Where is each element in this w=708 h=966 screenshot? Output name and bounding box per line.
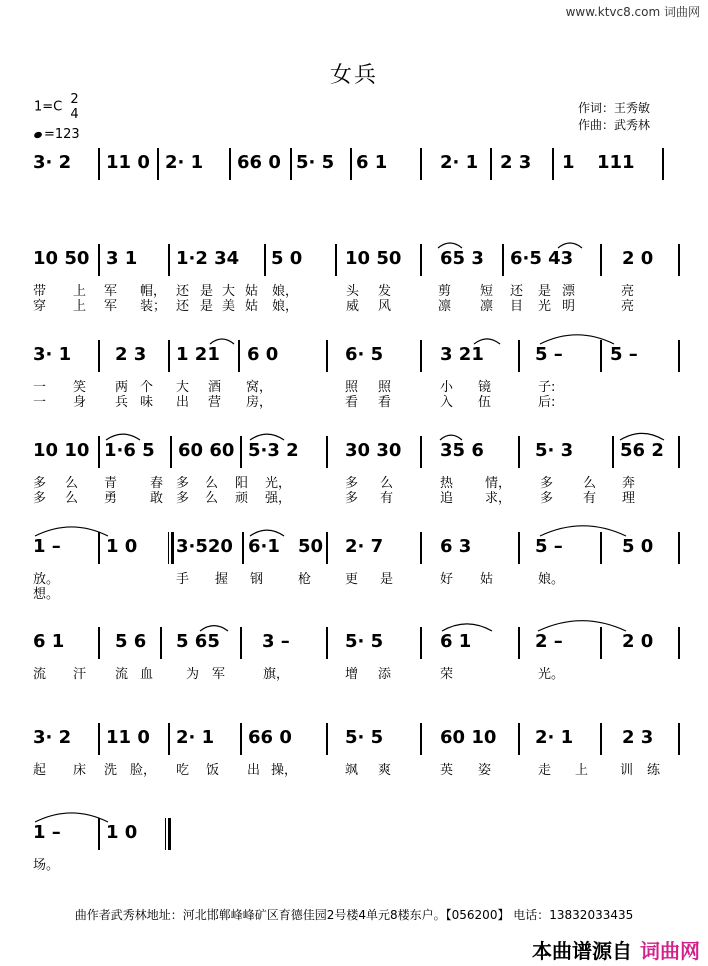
lyric-word: 后: bbox=[538, 395, 556, 410]
slur bbox=[35, 813, 108, 822]
bar-line bbox=[490, 148, 492, 180]
lyric-word: 大 bbox=[222, 284, 236, 299]
bar-line bbox=[240, 723, 242, 755]
note-group: 5 0 bbox=[271, 248, 303, 269]
lyric-word: 手 bbox=[176, 572, 190, 587]
lyric-word: 个 bbox=[140, 380, 154, 395]
slur bbox=[440, 435, 462, 440]
lyric-word: 剪 bbox=[438, 284, 452, 299]
lyric-word: 敢 bbox=[150, 491, 164, 506]
note-group: 1 – bbox=[33, 536, 61, 557]
lyric-word: 入 bbox=[440, 395, 454, 410]
slur bbox=[558, 243, 582, 248]
lyric-line-2 bbox=[0, 487, 708, 506]
lyric-word: 兵 bbox=[115, 395, 129, 410]
lyric-word: 娘， bbox=[272, 299, 299, 314]
lyric-word: 顽 bbox=[235, 491, 249, 506]
lyric-word: 还 bbox=[176, 284, 190, 299]
lyric-word: 多 bbox=[345, 491, 359, 506]
lyric-word: 洗 bbox=[104, 763, 118, 778]
lyric-word: 么 bbox=[205, 491, 219, 506]
slur-layer bbox=[0, 436, 708, 476]
note-group: 2· 1 bbox=[440, 152, 479, 173]
lyric-word: 一 bbox=[33, 395, 47, 410]
lyric-word: 出 bbox=[176, 395, 190, 410]
bar-line bbox=[98, 723, 100, 755]
lyric-word: 美 bbox=[222, 299, 236, 314]
lyric-word: 一 bbox=[33, 380, 47, 395]
lyric-word: 姑 bbox=[480, 572, 494, 587]
lyric-word: 是 bbox=[538, 284, 552, 299]
lyric-word: 光， bbox=[265, 476, 292, 491]
lyric-line-1 bbox=[0, 759, 708, 778]
bar-line bbox=[326, 723, 328, 755]
lyric-line-1 bbox=[0, 280, 708, 299]
lyric-word: 流 bbox=[33, 667, 47, 682]
key-label: 1=C bbox=[34, 99, 63, 115]
note-group: 5 – bbox=[535, 536, 563, 557]
note-group: 111 bbox=[597, 152, 635, 173]
note-group: 30 30 bbox=[345, 440, 402, 461]
lyric-word: 枪 bbox=[298, 572, 312, 587]
lyric-word: 饭 bbox=[206, 763, 220, 778]
lyric-word: 威 bbox=[346, 299, 360, 314]
lyric-line-1 bbox=[0, 568, 708, 587]
bar-line bbox=[98, 148, 100, 180]
lyric-word: 多 bbox=[345, 476, 359, 491]
note-group: 3 1 bbox=[106, 248, 138, 269]
note-line bbox=[0, 723, 708, 755]
lyric-word: 训 bbox=[620, 763, 634, 778]
lyric-word: 爽 bbox=[378, 763, 392, 778]
composer: 作曲：武秀林 bbox=[578, 118, 651, 132]
lyric-word: 还 bbox=[176, 299, 190, 314]
note-group: 56 2 bbox=[620, 440, 664, 461]
lyric-word: 头 bbox=[346, 284, 360, 299]
note-group: 1 0 bbox=[106, 536, 138, 557]
note-group: 6 0 bbox=[247, 344, 279, 365]
note-group: 3· 1 bbox=[33, 344, 72, 365]
lyric-word: 营 bbox=[208, 395, 222, 410]
lyric-word: 起 bbox=[33, 763, 47, 778]
slur-layer bbox=[0, 340, 708, 380]
note-group: 6· 5 bbox=[345, 344, 384, 365]
bar-line bbox=[518, 723, 520, 755]
note-group: 1 21 bbox=[176, 344, 220, 365]
lyric-word: 场。 bbox=[33, 858, 60, 873]
lyric-word: 姑 bbox=[245, 284, 259, 299]
note-group: 2· 1 bbox=[165, 152, 204, 173]
lyric-word: 亮 bbox=[621, 299, 635, 314]
note-group: 6 1 bbox=[440, 631, 472, 652]
lyric-word: 亮 bbox=[621, 284, 635, 299]
lyric-word: 照 bbox=[378, 380, 392, 395]
lyric-line-2 bbox=[0, 391, 708, 410]
slur bbox=[200, 626, 228, 631]
note-group: 35 6 bbox=[440, 440, 484, 461]
lyric-word: 娘。 bbox=[538, 572, 565, 587]
lyric-word: 握 bbox=[215, 572, 229, 587]
lyric-word: 么 bbox=[583, 476, 597, 491]
note-group: 1 0 bbox=[106, 822, 138, 843]
lyric-word: 发 bbox=[378, 284, 392, 299]
lyric-word: 旗， bbox=[263, 667, 290, 682]
lyric-word: 姑 bbox=[245, 299, 259, 314]
lyric-line-1 bbox=[0, 472, 708, 491]
note-group: 10 50 bbox=[33, 248, 90, 269]
lyric-word: 娘， bbox=[272, 284, 299, 299]
note-group: 6·1 bbox=[248, 536, 280, 557]
lyric-word: 情， bbox=[485, 476, 512, 491]
lyric-line-2 bbox=[0, 295, 708, 314]
lyric-word: 么 bbox=[65, 476, 79, 491]
lyric-word: 么 bbox=[65, 491, 79, 506]
lyric-word: 还 bbox=[510, 284, 524, 299]
lyric-word: 血 bbox=[140, 667, 154, 682]
lyric-word: 上 bbox=[575, 763, 589, 778]
credits bbox=[578, 100, 650, 134]
time-top: 2 bbox=[70, 92, 79, 107]
lyric-line-1 bbox=[0, 376, 708, 395]
lyric-word: 酒 bbox=[208, 380, 222, 395]
slur-layer bbox=[0, 244, 708, 284]
note-group: 1 – bbox=[33, 822, 61, 843]
lyric-word: 青 bbox=[104, 476, 118, 491]
bar-line bbox=[420, 148, 422, 180]
lyric-word: 脸， bbox=[130, 763, 157, 778]
lyric-word: 是 bbox=[200, 284, 214, 299]
lyric-word: 装； bbox=[140, 299, 167, 314]
note-group: 6 1 bbox=[356, 152, 388, 173]
note-group: 60 10 bbox=[440, 727, 497, 748]
lyric-word: 汗 bbox=[73, 667, 87, 682]
lyric-word: 笑 bbox=[73, 380, 87, 395]
lyric-word: 飒 bbox=[345, 763, 359, 778]
bar-line bbox=[600, 723, 602, 755]
lyric-word: 多 bbox=[540, 491, 554, 506]
note-group: 10 10 bbox=[33, 440, 90, 461]
slur bbox=[250, 530, 284, 536]
song-title: 女兵 bbox=[329, 63, 378, 88]
note-group: 5· 5 bbox=[345, 631, 384, 652]
bar-line bbox=[350, 148, 352, 180]
slur-layer bbox=[0, 818, 708, 858]
lyric-word: 热 bbox=[440, 476, 454, 491]
lyric-word: 床 bbox=[73, 763, 87, 778]
slur bbox=[250, 434, 284, 440]
lyric-word: 子: bbox=[538, 380, 556, 395]
note-group: 2 0 bbox=[622, 248, 654, 269]
lyric-word: 风 bbox=[378, 299, 392, 314]
note-group: 5 – bbox=[535, 344, 563, 365]
lyric-word: 多 bbox=[540, 476, 554, 491]
slur bbox=[210, 339, 234, 344]
lyric-word: 奔 bbox=[622, 476, 636, 491]
lyric-word: 春 bbox=[150, 476, 164, 491]
lyric-word: 求， bbox=[485, 491, 512, 506]
lyric-word: 好 bbox=[440, 572, 454, 587]
lyric-word: 想。 bbox=[33, 587, 60, 602]
note-group: 5 65 bbox=[176, 631, 220, 652]
note-group: 60 60 bbox=[178, 440, 235, 461]
note-group: 6·5 43 bbox=[510, 248, 574, 269]
key-signature bbox=[34, 92, 79, 122]
slur bbox=[442, 624, 492, 631]
bar-line bbox=[229, 148, 231, 180]
note-group: 10 50 bbox=[345, 248, 402, 269]
lyric-word: 钢 bbox=[250, 572, 264, 587]
lyric-word: 味 bbox=[140, 395, 154, 410]
lyric-word: 大 bbox=[176, 380, 190, 395]
bar-line bbox=[662, 148, 664, 180]
lyric-word: 小 bbox=[440, 380, 454, 395]
lyric-word: 有 bbox=[583, 491, 597, 506]
lyric-word: 军 bbox=[212, 667, 226, 682]
note-group: 6 1 bbox=[33, 631, 65, 652]
lyricist: 作词：王秀敏 bbox=[578, 101, 651, 115]
note-group: 5· 3 bbox=[535, 440, 574, 461]
lyric-word: 光。 bbox=[538, 667, 565, 682]
note-group: 1·2 34 bbox=[176, 248, 240, 269]
quarter-note-icon bbox=[33, 131, 43, 139]
lyric-word: 多 bbox=[33, 476, 47, 491]
note-group: 5 0 bbox=[622, 536, 654, 557]
brand-site-name[interactable]: 词曲网 bbox=[640, 939, 700, 963]
lyric-word: 姿 bbox=[478, 763, 492, 778]
lyric-word: 走 bbox=[538, 763, 552, 778]
lyric-word: 多 bbox=[176, 491, 190, 506]
slur-layer bbox=[0, 532, 708, 572]
site-url[interactable]: www.ktvc8.com 词曲网 bbox=[565, 5, 700, 19]
lyric-word: 更 bbox=[345, 572, 359, 587]
lyric-word: 操， bbox=[271, 763, 298, 778]
note-group: 2· 1 bbox=[535, 727, 574, 748]
note-group: 1·6 5 bbox=[104, 440, 155, 461]
lyric-word: 荣 bbox=[440, 667, 454, 682]
slur bbox=[620, 433, 664, 440]
lyric-word: 吃 bbox=[176, 763, 190, 778]
lyric-word: 凛 bbox=[438, 299, 452, 314]
lyric-word: 军 bbox=[104, 299, 118, 314]
note-group: 50 bbox=[298, 536, 324, 557]
note-group: 3· 2 bbox=[33, 727, 72, 748]
brand-banner[interactable] bbox=[532, 935, 700, 964]
lyric-word: 看 bbox=[378, 395, 392, 410]
lyric-line-1 bbox=[0, 663, 708, 682]
slur bbox=[474, 339, 500, 344]
lyric-word: 放。 bbox=[33, 572, 60, 587]
lyric-word: 么 bbox=[380, 476, 394, 491]
lyric-word: 身 bbox=[73, 395, 87, 410]
tempo-marking bbox=[34, 127, 80, 142]
bar-line bbox=[290, 148, 292, 180]
lyric-word: 伍 bbox=[478, 395, 492, 410]
note-group: 3· 2 bbox=[33, 152, 72, 173]
lyric-word: 帽， bbox=[140, 284, 167, 299]
lyric-word: 为 bbox=[186, 667, 200, 682]
bar-line bbox=[552, 148, 554, 180]
brand-source-text: 本曲谱源自 bbox=[532, 939, 632, 963]
lyric-word: 是 bbox=[200, 299, 214, 314]
lyric-word: 短 bbox=[480, 284, 494, 299]
note-group: 5·3 2 bbox=[248, 440, 299, 461]
note-group: 11 0 bbox=[106, 152, 150, 173]
bar-line bbox=[678, 723, 680, 755]
lyric-line-2 bbox=[0, 583, 708, 602]
note-group: 2 – bbox=[535, 631, 563, 652]
lyric-word: 凛 bbox=[480, 299, 494, 314]
lyric-word: 窝， bbox=[246, 380, 273, 395]
lyric-word: 目 bbox=[510, 299, 524, 314]
note-group: 65 3 bbox=[440, 248, 484, 269]
lyric-word: 理 bbox=[622, 491, 636, 506]
lyric-word: 光 bbox=[538, 299, 552, 314]
lyric-word: 军 bbox=[104, 284, 118, 299]
lyric-line-1 bbox=[0, 854, 708, 873]
lyric-word: 带 bbox=[33, 284, 47, 299]
note-group: 2 0 bbox=[622, 631, 654, 652]
lyric-word: 强， bbox=[265, 491, 292, 506]
slur bbox=[438, 243, 462, 248]
slur bbox=[35, 527, 108, 536]
lyric-word: 上 bbox=[73, 284, 87, 299]
bar-line bbox=[168, 723, 170, 755]
note-group: 5· 5 bbox=[296, 152, 335, 173]
note-line bbox=[0, 148, 708, 180]
note-group: 3·520 bbox=[176, 536, 233, 557]
lyric-word: 照 bbox=[345, 380, 359, 395]
tempo-value: =123 bbox=[44, 127, 80, 142]
lyric-word: 房， bbox=[246, 395, 273, 410]
note-group: 1 bbox=[562, 152, 575, 173]
slur-layer bbox=[0, 627, 708, 667]
lyric-word: 多 bbox=[176, 476, 190, 491]
lyric-word: 添 bbox=[378, 667, 392, 682]
lyric-word: 明 bbox=[562, 299, 576, 314]
footer-contact: 曲作者武秀林地址：河北邯郸峰峰矿区育德佳园2号楼4单元8楼东户。【056200】 电话：13832033435 bbox=[74, 908, 634, 922]
slur bbox=[540, 335, 614, 344]
lyric-word: 练 bbox=[647, 763, 661, 778]
note-group: 2 3 bbox=[500, 152, 532, 173]
lyric-word: 追 bbox=[440, 491, 454, 506]
note-group: 2 3 bbox=[115, 344, 147, 365]
note-group: 3 – bbox=[262, 631, 290, 652]
note-group: 66 0 bbox=[248, 727, 292, 748]
bar-line bbox=[420, 723, 422, 755]
note-group: 5· 5 bbox=[345, 727, 384, 748]
lyric-word: 多 bbox=[33, 491, 47, 506]
lyric-word: 是 bbox=[380, 572, 394, 587]
note-group: 2· 1 bbox=[176, 727, 215, 748]
note-group: 5 6 bbox=[115, 631, 147, 652]
time-signature bbox=[70, 92, 78, 122]
time-bottom: 4 bbox=[70, 107, 79, 122]
lyric-word: 出 bbox=[247, 763, 261, 778]
lyric-word: 流 bbox=[115, 667, 129, 682]
lyric-word: 有 bbox=[380, 491, 394, 506]
lyric-word: 穿 bbox=[33, 299, 47, 314]
lyric-word: 漂 bbox=[562, 284, 576, 299]
note-group: 3 21 bbox=[440, 344, 484, 365]
lyric-word: 么 bbox=[205, 476, 219, 491]
lyric-word: 两 bbox=[115, 380, 129, 395]
note-group: 11 0 bbox=[106, 727, 150, 748]
note-group: 5 – bbox=[610, 344, 638, 365]
lyric-word: 勇 bbox=[104, 491, 118, 506]
slur bbox=[106, 434, 140, 440]
slur bbox=[538, 621, 626, 631]
note-group: 66 0 bbox=[237, 152, 281, 173]
lyric-word: 增 bbox=[345, 667, 359, 682]
bar-line bbox=[157, 148, 159, 180]
lyric-word: 上 bbox=[73, 299, 87, 314]
lyric-word: 英 bbox=[440, 763, 454, 778]
lyric-word: 阳 bbox=[235, 476, 249, 491]
lyric-word: 镜 bbox=[478, 380, 492, 395]
note-group: 2· 7 bbox=[345, 536, 384, 557]
note-group: 2 3 bbox=[622, 727, 654, 748]
slur bbox=[540, 526, 626, 536]
lyric-word: 看 bbox=[345, 395, 359, 410]
note-group: 6 3 bbox=[440, 536, 472, 557]
